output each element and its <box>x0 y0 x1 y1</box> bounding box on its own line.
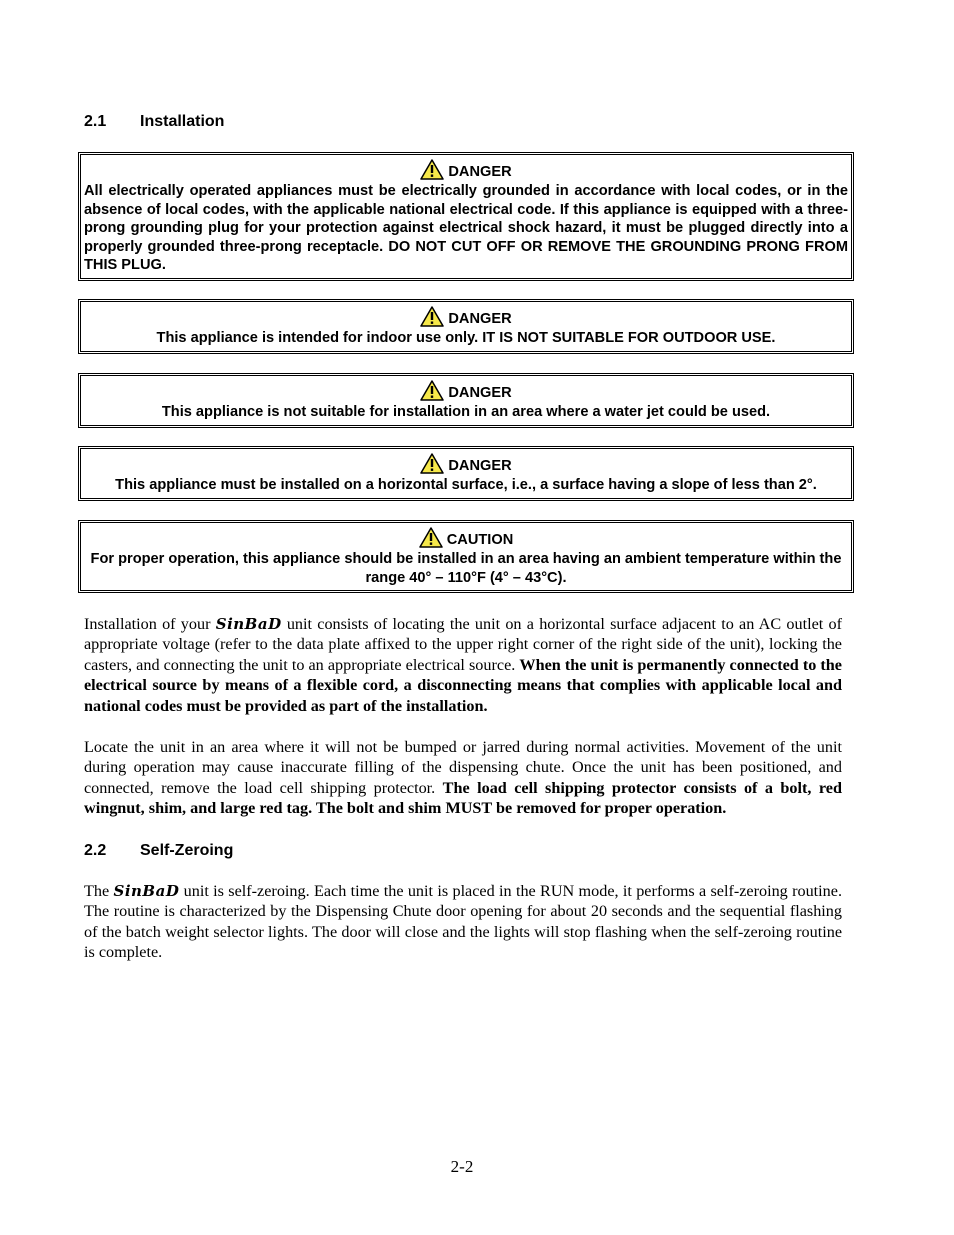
paragraph-text: Locate the unit in an area where it will not be bumped or jarred during normal activities. Movement of the unit during operation may cause inaccurate filling of the dispensing chute. Once the unit has been positioned, and connected, remove the load cell shipping protector. <box>84 738 842 797</box>
page-number: 2-2 <box>450 1157 474 1176</box>
installation-paragraph <box>84 614 842 716</box>
warning-triangle-icon <box>420 306 444 327</box>
warning-text: This appliance is intended for indoor use only. IT IS NOT SUITABLE FOR OUTDOOR USE. <box>156 330 776 346</box>
warning-label: DANGER <box>448 385 512 401</box>
warning-title <box>84 527 848 548</box>
section-number: 2.2 <box>84 842 107 859</box>
warning-text: All electrically operated appliances must be electrically grounded in accordance with local codes, or in the absence of local codes, with the applicable national electrical code. If this appliance is equipped with a three-prong grounding plug for your protection against electrical shock hazard, it must be plugged directly into a properly grounded three-prong receptacle. DO NOT CUT OFF OR REMOVE THE GROUNDING PRONG FROM THIS PLUG. <box>84 183 848 273</box>
warning-label: DANGER <box>448 164 512 180</box>
warning-text: For proper operation, this appliance should be installed in an area having an ambient temperature within the range 40° – 110°F (4° – 43°C). <box>90 551 842 586</box>
self-zeroing-paragraph <box>84 881 842 963</box>
warning-text: This appliance must be installed on a horizontal surface, i.e., a surface having a slope of less than 2°. <box>115 477 817 493</box>
warning-triangle-icon <box>420 159 444 180</box>
paragraph-text: Installation of your <box>84 615 211 633</box>
warning-label: CAUTION <box>446 532 514 548</box>
paragraph-bold-text: The load cell shipping protector consists of a bolt, red wingnut, shim, and large red tag. The bolt and shim MUST be removed for proper operation. <box>84 778 842 818</box>
section-heading-installation <box>84 113 224 131</box>
warning-title <box>84 159 848 180</box>
danger-box-horizontal <box>78 446 854 501</box>
danger-box-water-jet <box>78 373 854 428</box>
brand-name: SinBaD <box>113 882 180 900</box>
brand-name: SinBaD <box>215 615 282 633</box>
warning-title <box>84 380 848 401</box>
section-number: 2.1 <box>84 113 107 130</box>
warning-label: DANGER <box>448 458 512 474</box>
warning-label: DANGER <box>448 311 512 327</box>
location-paragraph <box>84 737 842 819</box>
section-heading-self-zeroing <box>84 842 233 860</box>
warning-title <box>84 306 848 327</box>
paragraph-text: The <box>84 882 110 900</box>
paragraph-bold-text: When the unit is permanently connected to the electrical source by means of a flexible cord, a disconnecting means that complies with applicable local and national codes must be provided as part of the installation. <box>84 655 842 715</box>
warning-triangle-icon <box>420 453 444 474</box>
danger-box-grounding <box>78 152 854 281</box>
warning-triangle-icon <box>420 380 444 401</box>
paragraph-text: unit is self-zeroing. Each time the unit is placed in the RUN mode, it performs a self-zeroing routine. The routine is characterized by the Dispensing Chute door opening for about 20 seconds and the sequential flashing of the batch weight selector lights. The door will close and the lights will stop flashing when the self-zeroing routine is complete. <box>84 882 842 962</box>
warning-text: This appliance is not suitable for installation in an area where a water jet could be used. <box>161 404 771 420</box>
danger-box-indoor <box>78 299 854 354</box>
section-title: Self-Zeroing <box>140 842 234 859</box>
warning-triangle-icon <box>419 527 443 548</box>
section-title: Installation <box>140 113 225 130</box>
paragraph-text: unit consists of locating the unit on a horizontal surface adjacent to an AC outlet of appropriate voltage (refer to the data plate affixed to the upper right corner of the right side of the unit), locking the casters, and connecting the unit to an appropriate electrical source. <box>84 615 843 674</box>
caution-box-temperature <box>78 520 854 593</box>
warning-title <box>84 453 848 474</box>
